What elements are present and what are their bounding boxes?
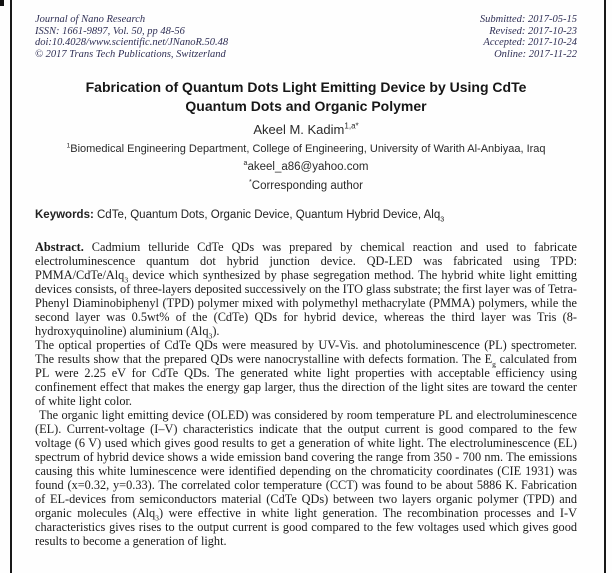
journal-info bbox=[35, 14, 228, 60]
date-accepted: Accepted: 2017-10-24 bbox=[483, 37, 577, 48]
abstract-paragraph: The organic light emitting device (OLED) was considered by room temperature PL and electroluminescence (EL). Current-voltage (I–V) characteristics indicate that the output current is good compared to the few voltage (6 V) used which gives good results to get a generation of white light. The electroluminescence (EL) spectrum of hybrid device shows a wide emission band covering the range from 350 - 700 nm. The emissions causing this white luminescence were identified depending on the chromaticity coordinates (CIE 1931) was found (x=0.32, y=0.33). The correlated color temperature (CCT) was found to be about 5886 K. Fabrication of EL-devices from semiconductors material (CdTe QDs) between two layers organic polymer (TPD) and organic molecules (Alq$_3$) were effective in white light generation. The recombination processes and I-V characteristics gives rises to the output current is good compared to the few voltages used which gives good results to become a generation of light. bbox=[35, 408, 577, 548]
page-left-edge-rule bbox=[10, 0, 12, 573]
date-revised: Revised: 2017-10-23 bbox=[489, 25, 577, 37]
date-online: Online: 2017-11-22 bbox=[494, 48, 577, 60]
scan-corner-mark bbox=[0, 0, 4, 6]
journal-doi: doi:10.4028/www.scientific.net/JNanoR.50.48 bbox=[35, 37, 229, 48]
date-submitted: Submitted: 2017-05-15 bbox=[479, 14, 577, 25]
submission-dates bbox=[480, 14, 577, 60]
journal-issn-volume: ISSN: 1661-9897, Vol. 50, pp 48-56 bbox=[35, 25, 185, 37]
abstract-paragraph: Abstract. Cadmium telluride CdTe QDs was prepared by chemical reaction and used to fabricate electroluminescence quantum dot hybrid junction device. QD-LED was fabricated using TPD: PMMA/CdTe/Alq$_3$ device which synthesized by phase segregation method. The hybrid white light emitting devices consists, of three-layers deposited successively on the ITO glass substrate; the first layer was of Tetra-Phenyl Diaminobiphenyl (TPD) polymer mixed with polymethyl methacrylate (PMMA) polymers, while the second layer was 0.5wt% of the (CdTe) QDs for hybrid device, whereas the third layer was Tris (8-hydroxyquinoline) aluminium (Alq$_3$). bbox=[35, 240, 577, 341]
author-affiliation: $^1$Biomedical Engineering Department, College of Engineering, University of Warith Al-Anbiyaa, Iraq bbox=[66, 142, 546, 155]
abstract bbox=[35, 240, 577, 548]
journal-header bbox=[35, 14, 577, 60]
abstract-paragraph: The optical properties of CdTe QDs were measured by UV-Vis. and photoluminescence (PL) spectrometer. The results show that the prepared QDs were nanocrystalline with defects formation. The $E_g$ calculated from PL were 2.25 eV for CdTe QDs. The generated white light properties with acceptable efficiency using confinement effect that makes the energy gap larger, thus the direction of the light sites are toward the center of white light color. bbox=[35, 338, 577, 408]
author-email: $^a$akeel_a86@yahoo.com bbox=[243, 159, 369, 173]
corresponding-author-note: *Corresponding author bbox=[248, 178, 364, 192]
paper-title: Fabrication of Quantum Dots Light Emitting Device by Using CdTe Quantum Dots and Organic Polymer bbox=[85, 79, 527, 114]
keywords-line: Keywords: CdTe, Quantum Dots, Organic Device, Quantum Hybrid Device, Alq$_3$ bbox=[35, 209, 445, 224]
journal-copyright: © 2017 Trans Tech Publications, Switzerland bbox=[35, 48, 226, 60]
journal-name: Journal of Nano Research bbox=[35, 14, 146, 25]
author-name: Akeel M. Kadim$^{1,a*}$ bbox=[253, 121, 359, 137]
page-content bbox=[35, 14, 577, 548]
page-right-edge-rule bbox=[604, 0, 606, 573]
